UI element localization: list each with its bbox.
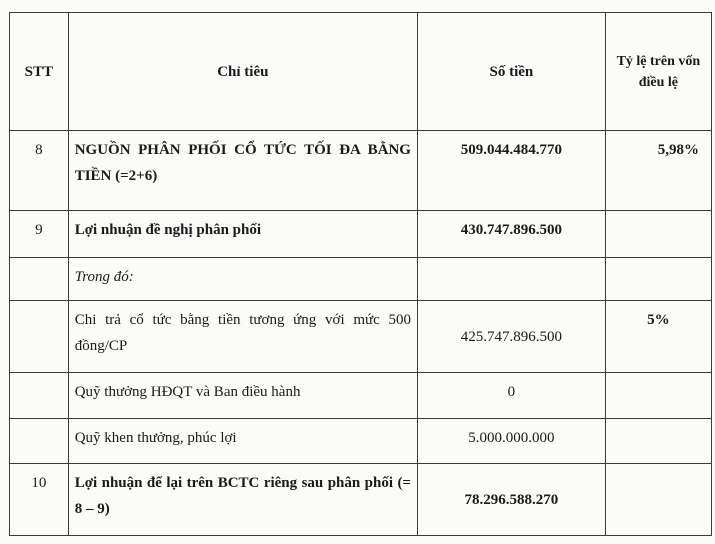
table-row [10,419,712,464]
profit-distribution-table [9,12,712,536]
table-row [10,464,712,536]
table-row [10,211,712,258]
table-row [10,301,712,373]
row-ty-le [605,258,711,301]
row-ty-le [605,373,711,419]
row-stt: 9 [10,211,69,258]
row-so-tien: 509.044.484.770 [417,131,605,211]
row-stt: 8 [10,131,69,211]
row-chi-tieu: Lợi nhuận để lại trên BCTC riêng sau phân phối (= 8 – 9) [68,464,417,536]
row-so-tien: 425.747.896.500 [417,301,605,373]
row-so-tien: 430.747.896.500 [417,211,605,258]
row-so-tien: 0 [417,373,605,419]
table-row [10,258,712,301]
row-so-tien [417,258,605,301]
table-row [10,373,712,419]
row-so-tien: 5.000.000.000 [417,419,605,464]
row-stt [10,419,69,464]
row-so-tien: 78.296.588.270 [417,464,605,536]
header-chi-tieu: Chỉ tiêu [68,13,417,131]
row-chi-tieu: Quỹ khen thưởng, phúc lợi [68,419,417,464]
header-stt: STT [10,13,69,131]
row-stt [10,258,69,301]
row-chi-tieu: Lợi nhuận đề nghị phân phối [68,211,417,258]
table-row [10,131,712,211]
row-ty-le: 5% [605,301,711,373]
row-chi-tieu: Trong đó: [68,258,417,301]
row-chi-tieu: Quỹ thưởng HĐQT và Ban điều hành [68,373,417,419]
row-stt: 10 [10,464,69,536]
header-row [10,13,712,131]
row-stt [10,301,69,373]
row-chi-tieu: NGUỒN PHÂN PHỐI CỔ TỨC TỐI ĐA BẰNG TIỀN (=2+6) [68,131,417,211]
row-ty-le [605,211,711,258]
row-stt [10,373,69,419]
row-ty-le: 5,98% [605,131,711,211]
header-ty-le: Tỷ lệ trên vốn điều lệ [605,13,711,131]
row-ty-le [605,419,711,464]
row-chi-tieu: Chi trả cổ tức bằng tiền tương ứng với mức 500 đồng/CP [68,301,417,373]
header-so-tien: Số tiền [417,13,605,131]
row-ty-le [605,464,711,536]
